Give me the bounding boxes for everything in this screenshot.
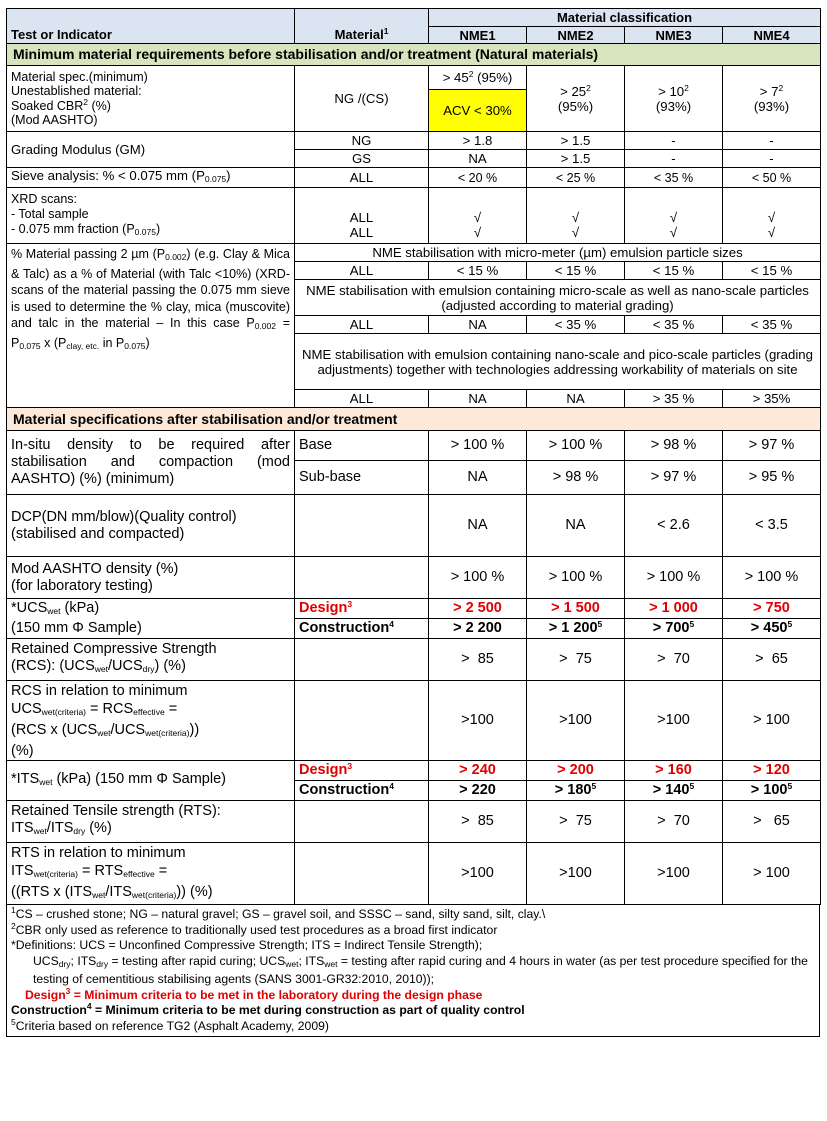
header-classification: Material classification (429, 9, 821, 27)
rcs-row (7, 639, 821, 681)
gm-ng-nme3: - (625, 132, 723, 150)
insitu-sub-nme2: > 98 % (527, 461, 625, 495)
clay-row1-nme4: < 15 % (723, 262, 821, 280)
its-design-nme3: > 160 (625, 761, 723, 781)
insitu-material-subbase: Sub-base (295, 461, 429, 495)
rtsmin-nme2: >100 (527, 843, 625, 905)
section1-title: Minimum material requirements before stabilisation and/or treatment (Natural materials) (7, 44, 821, 66)
insitu-base-nme2: > 100 % (527, 431, 625, 461)
cbr-label-line3: Soaked CBR$^2$ (%) (11, 96, 111, 113)
footnote-6: Construction$^4$ = Minimum criteria to be met during construction as part of quality control (11, 1001, 525, 1017)
rcsmin-nme4: > 100 (723, 681, 821, 761)
its-design-label: Design$^3$ (295, 761, 429, 781)
rtsmin-nme1: >100 (429, 843, 527, 905)
section2-row (7, 408, 821, 431)
header-nme2: NME2 (527, 27, 625, 44)
its-design-nme4: > 120 (723, 761, 821, 781)
xrd-label: XRD scans: - Total sample - 0.075 mm fraction $(P_{0.075})$ (7, 188, 295, 244)
rtsmin-label: RTS in relation to minimum $ITS_{wet(criteria)} = RTS_{effective}$ = ((RTS x $(ITS_{wet}/ITS_{wet(criteria)})$) (%) (7, 843, 295, 905)
ucs-design-nme3: > 1 000 (625, 599, 723, 619)
sieve-nme1: < 20 % (429, 168, 527, 188)
rcs-nme1: > 85 (429, 639, 527, 681)
clay-row3-nme1: NA (429, 390, 527, 408)
cbr-label-line2: Unestablished material: (11, 84, 142, 98)
dcp-material (295, 495, 429, 557)
mod-nme4: > 100 % (723, 557, 821, 599)
clay-row3-material: ALL (295, 390, 429, 408)
rts-nme1: > 85 (429, 801, 527, 843)
cbr-row-a (7, 66, 821, 90)
header-test: Test or Indicator (7, 9, 295, 44)
gm-ng-nme1: > 1.8 (429, 132, 527, 150)
cbr-nme1-value: > $45^2$ (95%) (429, 66, 527, 90)
mod-nme3: > 100 % (625, 557, 723, 599)
ucs-design-nme2: > 1 500 (527, 599, 625, 619)
rtsmin-material (295, 843, 429, 905)
gm-gs-nme3: - (625, 150, 723, 168)
insitu-row-base (7, 431, 821, 461)
rts-nme3: > 70 (625, 801, 723, 843)
clay-span2: NME stabilisation with emulsion containing micro-scale as well as nano-scale particles (adjusted according to material grading) (295, 280, 821, 316)
cbr-nme2-value: > $25^2$ (95%) (527, 66, 625, 132)
its-construction-nme4: > $100^5$ (723, 781, 821, 801)
gm-gs-nme4: - (723, 150, 821, 168)
dcp-nme1: NA (429, 495, 527, 557)
gm-ng-nme2: > 1.5 (527, 132, 625, 150)
mod-label: Mod AASHTO density (%) (for laboratory testing) (7, 557, 295, 599)
clay-label: % Material passing 2 µm $(P_{0.002})$ (e.g. Clay & Mica & Talc) as a % of Material (with Talc <10%) (XRD-scans of the material passing the 0.075 mm sieve is used to determine the % clay, mica (muscovite) and talc in the material – In this case $P_{0.002} = P_{0.075}$ x ($P_{clay, etc.}$ in $P_{0.075}$) (7, 244, 295, 408)
its-design-row (7, 761, 821, 781)
rcs-label: Retained Compressive Strength (RCS): $(UCS_{wet}/UCS_{dry})$ (%) (7, 639, 295, 681)
sieve-label: Sieve analysis: % < 0.075 mm $(P_{0.075})$ (7, 168, 295, 188)
rcsmin-nme3: >100 (625, 681, 723, 761)
its-construction-nme3: > $140^5$ (625, 781, 723, 801)
clay-row3-nme2: NA (527, 390, 625, 408)
cbr-nme3-value: > $10^2$ (93%) (625, 66, 723, 132)
rcs-nme3: > 70 (625, 639, 723, 681)
rts-material (295, 801, 429, 843)
gm-row-ng (7, 132, 821, 150)
sieve-nme4: < 50 % (723, 168, 821, 188)
acv-highlight: ACV < 30% (429, 90, 527, 132)
xrd-material: ALL ALL (295, 188, 429, 244)
footnote-2: $^2$CBR only used as reference to traditionally used test procedures as a broad first indicator (11, 920, 498, 937)
clay-span1: NME stabilisation with micro-meter (µm) emulsion particle sizes (295, 244, 821, 262)
header-nme4: NME4 (723, 27, 821, 44)
footnote-4: $UCS_{dry}$; $ITS_{dry}$ = testing after rapid curing; $UCS_{wet}$; $ITS_{wet}$ = testing after rapid curing and 4 hours in water (as per test procedure specified for the testing of cementitious stabilising agents (SANS 3001-GR32:2010, 2010)); (33, 953, 808, 986)
sieve-material: ALL (295, 168, 429, 188)
clay-row1-nme1: < 15 % (429, 262, 527, 280)
ucs-design-row (7, 599, 821, 619)
gm-material-gs: GS (295, 150, 429, 168)
rcsmin-material (295, 681, 429, 761)
its-construction-nme1: > 220 (429, 781, 527, 801)
rtsmin-nme3: >100 (625, 843, 723, 905)
clay-row1-nme3: < 15 % (625, 262, 723, 280)
insitu-base-nme3: > 98 % (625, 431, 723, 461)
its-construction-label: Construction$^4$ (295, 781, 429, 801)
clay-row3-nme4: > 35% (723, 390, 821, 408)
section2-title: Material specifications after stabilisation and/or treatment (7, 408, 821, 431)
insitu-sub-nme3: > 97 % (625, 461, 723, 495)
ucs-design-nme4: > 750 (723, 599, 821, 619)
rtsmin-nme4: > 100 (723, 843, 821, 905)
gm-ng-nme4: - (723, 132, 821, 150)
rts-nme4: > 65 (723, 801, 821, 843)
cbr-nme4-value: > $7^2$ (93%) (723, 66, 821, 132)
ucs-construction-nme1: > 2 200 (429, 619, 527, 639)
sieve-nme2: < 25 % (527, 168, 625, 188)
dcp-nme2: NA (527, 495, 625, 557)
clay-row1-nme2: < 15 % (527, 262, 625, 280)
section1-row (7, 44, 821, 66)
footnote-1: $^1$CS – crushed stone; NG – natural gravel; GS – gravel soil, and SSSC – sand, silty sand, silt, clay.\ (11, 905, 546, 921)
gm-label: Grading Modulus (GM) (7, 132, 295, 168)
header-nme3: NME3 (625, 27, 723, 44)
rcs-nme2: > 75 (527, 639, 625, 681)
footnotes (6, 905, 820, 1037)
xrd-row (7, 188, 821, 244)
clay-span1-row (7, 244, 821, 262)
insitu-label: In-situ density to be required after stabilisation and compaction (mod AASHTO) (%) (minimum) (7, 431, 295, 495)
mod-material (295, 557, 429, 599)
rcs-material (295, 639, 429, 681)
insitu-sub-nme4: > 95 % (723, 461, 821, 495)
dcp-label: DCP(DN mm/blow)(Quality control) (stabilised and compacted) (7, 495, 295, 557)
sieve-nme3: < 35 % (625, 168, 723, 188)
rcs-nme4: > 65 (723, 639, 821, 681)
ucs-construction-nme3: > $700^5$ (625, 619, 723, 639)
rcsmin-row (7, 681, 821, 761)
its-label: $*ITS_{wet}$ (kPa) (150 mm Φ Sample) (7, 761, 295, 801)
xrd-nme4-check: √ √ (723, 188, 821, 244)
ucs-design-nme1: > 2 500 (429, 599, 527, 619)
gm-gs-nme1: NA (429, 150, 527, 168)
its-design-nme2: > 200 (527, 761, 625, 781)
cbr-label-line4: (Mod AASHTO) (11, 113, 98, 127)
clay-row2-nme2: < 35 % (527, 316, 625, 334)
ucs-construction-nme2: > 1 $200^5$ (527, 619, 625, 639)
mod-nme2: > 100 % (527, 557, 625, 599)
footnote-7: $^5$Criteria based on reference TG2 (Asphalt Academy, 2009) (11, 1016, 329, 1033)
gm-gs-nme2: > 1.5 (527, 150, 625, 168)
xrd-nme3-check: √ √ (625, 188, 723, 244)
insitu-base-nme4: > 97 % (723, 431, 821, 461)
header-nme1: NME1 (429, 27, 527, 44)
clay-row3-nme3: > 35 % (625, 390, 723, 408)
xrd-nme2-check: √ √ (527, 188, 625, 244)
header-row-1 (7, 9, 821, 27)
its-construction-nme2: > $180^5$ (527, 781, 625, 801)
material-spec-table (6, 8, 821, 905)
ucs-construction-nme4: > $450^5$ (723, 619, 821, 639)
rts-row (7, 801, 821, 843)
insitu-material-base: Base (295, 431, 429, 461)
rts-label: Retained Tensile strength (RTS): $ITS_{wet}/ITS_{dry}$ (%) (7, 801, 295, 843)
xrd-nme1-check: √ √ (429, 188, 527, 244)
cbr-material: NG /(CS) (295, 66, 429, 132)
insitu-base-nme1: > 100 % (429, 431, 527, 461)
rtsmin-row (7, 843, 821, 905)
insitu-sub-nme1: NA (429, 461, 527, 495)
rcsmin-nme1: >100 (429, 681, 527, 761)
rts-nme2: > 75 (527, 801, 625, 843)
clay-row2-material: ALL (295, 316, 429, 334)
ucs-design-label: Design$^3$ (295, 599, 429, 619)
header-material: Material$^1$ (295, 9, 429, 44)
spec-table-wrapper (6, 8, 820, 1037)
clay-row2-nme3: < 35 % (625, 316, 723, 334)
ucs-label: $*UCS_{wet}$ (kPa) (150 mm Φ Sample) (7, 599, 295, 639)
dcp-row (7, 495, 821, 557)
gm-material-ng: NG (295, 132, 429, 150)
cbr-label-line1: Material spec.(minimum) (11, 69, 148, 84)
sieve-row (7, 168, 821, 188)
rcsmin-label: RCS in relation to minimum $UCS_{wet(criteria)} = RCS_{effective}$ = (RCS x $(UCS_{wet}/UCS_{wet(criteria)})$) (%) (7, 681, 295, 761)
dcp-nme3: < 2.6 (625, 495, 723, 557)
its-design-nme1: > 240 (429, 761, 527, 781)
footnote-3: *Definitions: UCS = Unconfined Compressive Strength; ITS = Indirect Tensile Strength); (11, 938, 483, 952)
clay-row1-material: ALL (295, 262, 429, 280)
mod-nme1: > 100 % (429, 557, 527, 599)
clay-span3: NME stabilisation with emulsion containing nano-scale and pico-scale particles (grading adjustments) together with technologies addressing workability of materials on site (295, 334, 821, 390)
footnote-5: Design$^3$ = Minimum criteria to be met in the laboratory during the design phase (25, 985, 483, 1002)
clay-row2-nme1: NA (429, 316, 527, 334)
mod-row (7, 557, 821, 599)
clay-row2-nme4: < 35 % (723, 316, 821, 334)
cbr-label (7, 66, 295, 132)
dcp-nme4: < 3.5 (723, 495, 821, 557)
ucs-construction-label: Construction$^4$ (295, 619, 429, 639)
rcsmin-nme2: >100 (527, 681, 625, 761)
